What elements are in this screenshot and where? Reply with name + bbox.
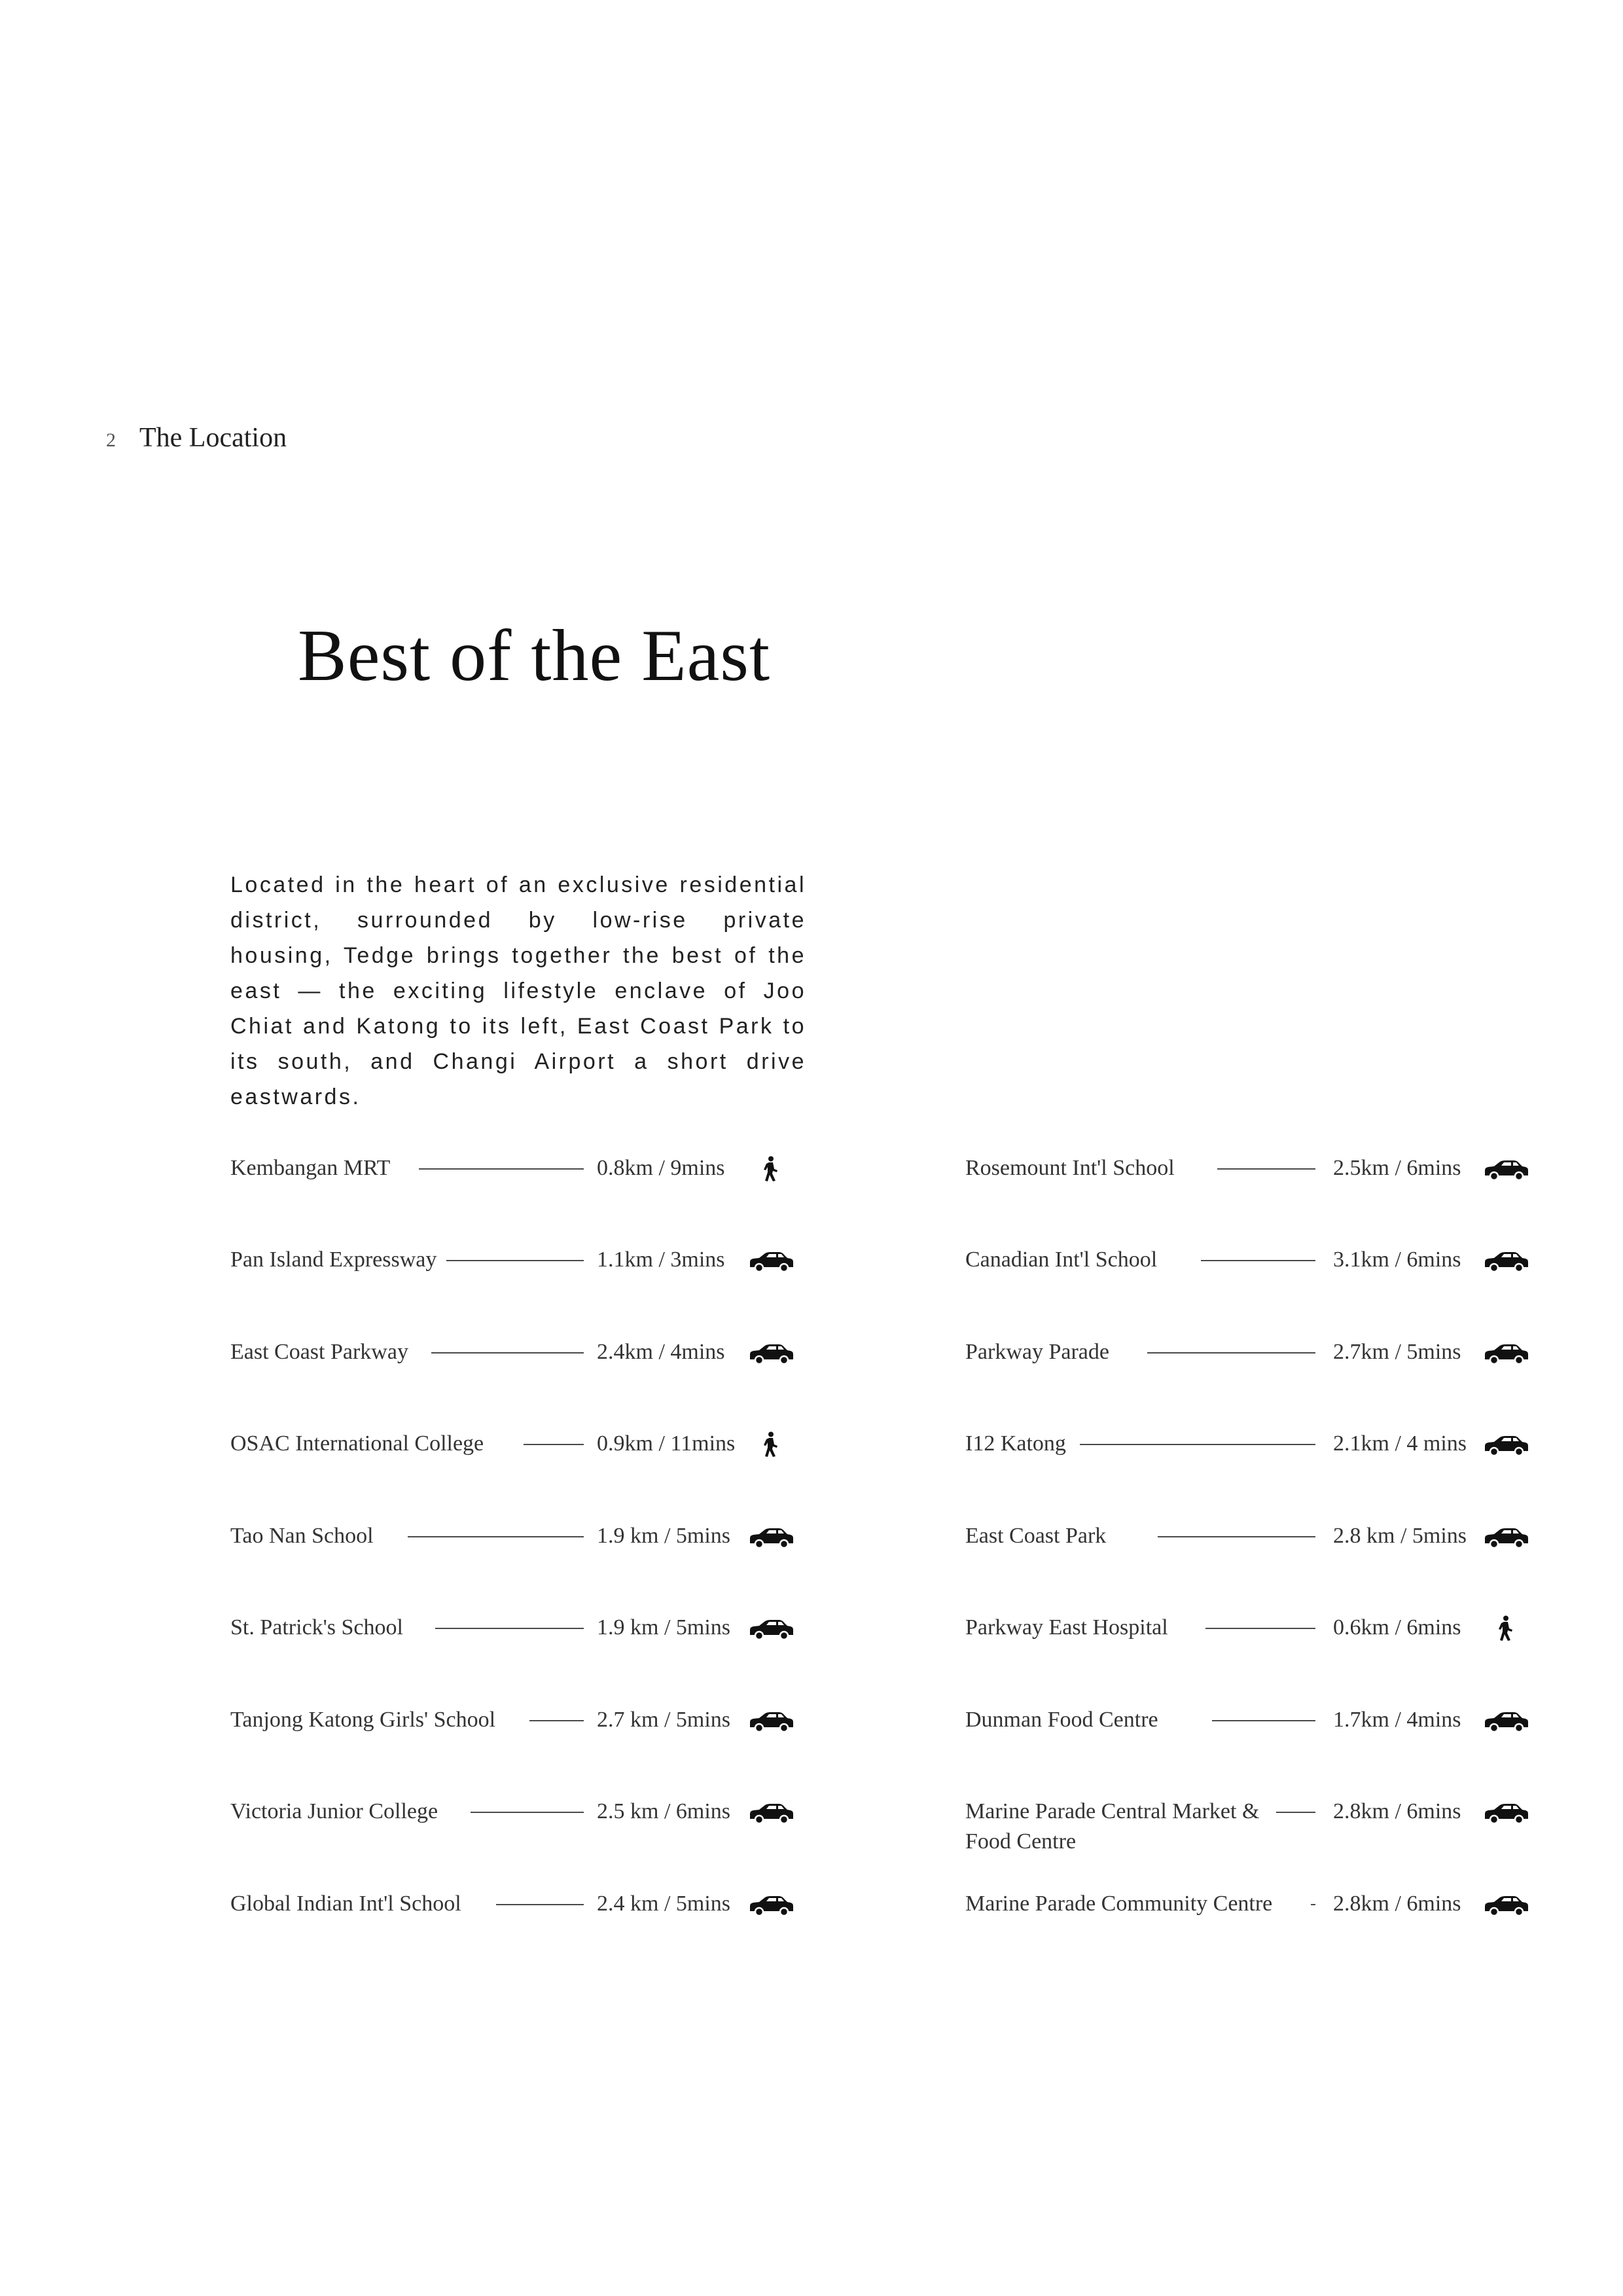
leader-line xyxy=(435,1628,584,1629)
car-icon xyxy=(747,1708,794,1734)
car-icon xyxy=(747,1892,794,1918)
leader-line xyxy=(496,1904,584,1905)
amenity-distance: 2.4km / 4mins xyxy=(597,1340,725,1364)
page-header xyxy=(106,422,287,461)
amenity-row xyxy=(965,1705,1620,1797)
amenity-distance: 0.6km / 6mins xyxy=(1333,1615,1461,1640)
car-icon xyxy=(1482,1892,1529,1918)
page-number: 2 xyxy=(106,429,116,451)
leader-line xyxy=(1217,1168,1315,1170)
amenity-row xyxy=(230,1429,885,1520)
amenity-row xyxy=(965,1153,1620,1245)
leader-line xyxy=(431,1352,584,1354)
amenity-row xyxy=(230,1521,885,1613)
amenity-row xyxy=(230,1613,885,1704)
car-icon xyxy=(747,1247,794,1274)
amenity-name: Parkway East Hospital xyxy=(965,1615,1168,1640)
amenity-row xyxy=(965,1797,1620,1888)
amenity-distance: 3.1km / 6mins xyxy=(1333,1247,1461,1272)
car-icon xyxy=(747,1799,794,1825)
amenity-distance: 1.9 km / 5mins xyxy=(597,1615,731,1640)
leader-line xyxy=(524,1444,584,1445)
amenity-distance: 1.1km / 3mins xyxy=(597,1247,725,1272)
amenity-name: Dunman Food Centre xyxy=(965,1708,1158,1732)
amenity-name: Canadian Int'l School xyxy=(965,1247,1158,1272)
leader-line xyxy=(446,1260,584,1261)
section-title: The Location xyxy=(139,423,287,453)
amenity-distance: 2.4 km / 5mins xyxy=(597,1892,731,1916)
amenity-row xyxy=(230,1705,885,1797)
car-icon xyxy=(1482,1524,1529,1550)
amenity-name: Pan Island Expressway xyxy=(230,1247,437,1272)
car-icon xyxy=(1482,1708,1529,1734)
amenity-row xyxy=(965,1521,1620,1613)
amenity-name: Tanjong Katong Girls' School xyxy=(230,1708,496,1732)
amenity-name: OSAC International College xyxy=(230,1431,484,1456)
amenity-name: East Coast Parkway xyxy=(230,1340,408,1364)
car-icon xyxy=(1482,1156,1529,1182)
car-icon xyxy=(1482,1431,1529,1458)
leader-line xyxy=(419,1168,584,1170)
amenity-row xyxy=(965,1889,1620,1981)
walk-icon xyxy=(1482,1615,1529,1641)
amenity-row xyxy=(230,1337,885,1429)
car-icon xyxy=(1482,1340,1529,1366)
amenity-name: Parkway Parade xyxy=(965,1340,1109,1364)
car-icon xyxy=(1482,1799,1529,1825)
amenity-distance: 0.8km / 9mins xyxy=(597,1156,725,1180)
amenity-name: East Coast Park xyxy=(965,1524,1107,1548)
amenity-distance: 2.8 km / 5mins xyxy=(1333,1524,1467,1548)
amenity-distance: 2.8km / 6mins xyxy=(1333,1799,1461,1823)
amenity-row xyxy=(965,1613,1620,1704)
amenity-name: Marine Parade Central Market & Food Centre xyxy=(965,1799,1260,1854)
leader-line xyxy=(1212,1720,1315,1721)
amenity-row xyxy=(230,1889,885,1981)
amenity-row xyxy=(230,1153,885,1245)
leader-line xyxy=(1147,1352,1315,1354)
amenity-name: St. Patrick's School xyxy=(230,1615,403,1640)
leader-line xyxy=(471,1812,584,1813)
amenity-name: Marine Parade Community Centre xyxy=(965,1892,1273,1916)
car-icon xyxy=(1482,1247,1529,1274)
amenity-name: Tao Nan School xyxy=(230,1524,374,1548)
intro-paragraph: Located in the heart of an exclusive residential district, surrounded by low-rise private housing, Tedge brings together the best of the east — the exciting lifestyle enclave of Joo Chiat and Katong to its left, East Coast Park to its south, and Changi Airport a short drive eastwards. xyxy=(230,872,806,1109)
amenity-distance: 2.7km / 5mins xyxy=(1333,1340,1461,1364)
amenity-name: Victoria Junior College xyxy=(230,1799,438,1823)
leader-line xyxy=(1158,1536,1315,1537)
leader-line xyxy=(408,1536,584,1537)
leader-line xyxy=(1201,1260,1315,1261)
amenity-distance: 0.9km / 11mins xyxy=(597,1431,736,1456)
amenity-row xyxy=(965,1337,1620,1429)
leader-line xyxy=(1276,1812,1315,1813)
amenity-row xyxy=(965,1429,1620,1520)
amenity-name: Global Indian Int'l School xyxy=(230,1892,461,1916)
amenity-distance: 2.5km / 6mins xyxy=(1333,1156,1461,1180)
leader-line xyxy=(1205,1628,1315,1629)
amenity-row xyxy=(230,1245,885,1336)
car-icon xyxy=(747,1340,794,1366)
leader-line xyxy=(1080,1444,1315,1445)
amenity-distance: 2.7 km / 5mins xyxy=(597,1708,731,1732)
amenity-row xyxy=(965,1245,1620,1336)
walk-icon xyxy=(747,1431,794,1458)
leader-line xyxy=(1311,1904,1315,1905)
leader-line xyxy=(529,1720,584,1721)
amenity-row xyxy=(230,1797,885,1888)
amenity-distance: 2.8km / 6mins xyxy=(1333,1892,1461,1916)
amenity-distance: 2.5 km / 6mins xyxy=(597,1799,731,1823)
amenity-name: Kembangan MRT xyxy=(230,1156,391,1180)
amenity-distance: 1.7km / 4mins xyxy=(1333,1708,1461,1732)
amenity-distance: 1.9 km / 5mins xyxy=(597,1524,731,1548)
car-icon xyxy=(747,1615,794,1641)
amenity-name: Rosemount Int'l School xyxy=(965,1156,1175,1180)
amenity-distance: 2.1km / 4 mins xyxy=(1333,1431,1467,1456)
walk-icon xyxy=(747,1156,794,1182)
car-icon xyxy=(747,1524,794,1550)
page-title: Best of the East xyxy=(298,615,771,696)
amenity-name: I12 Katong xyxy=(965,1431,1066,1456)
